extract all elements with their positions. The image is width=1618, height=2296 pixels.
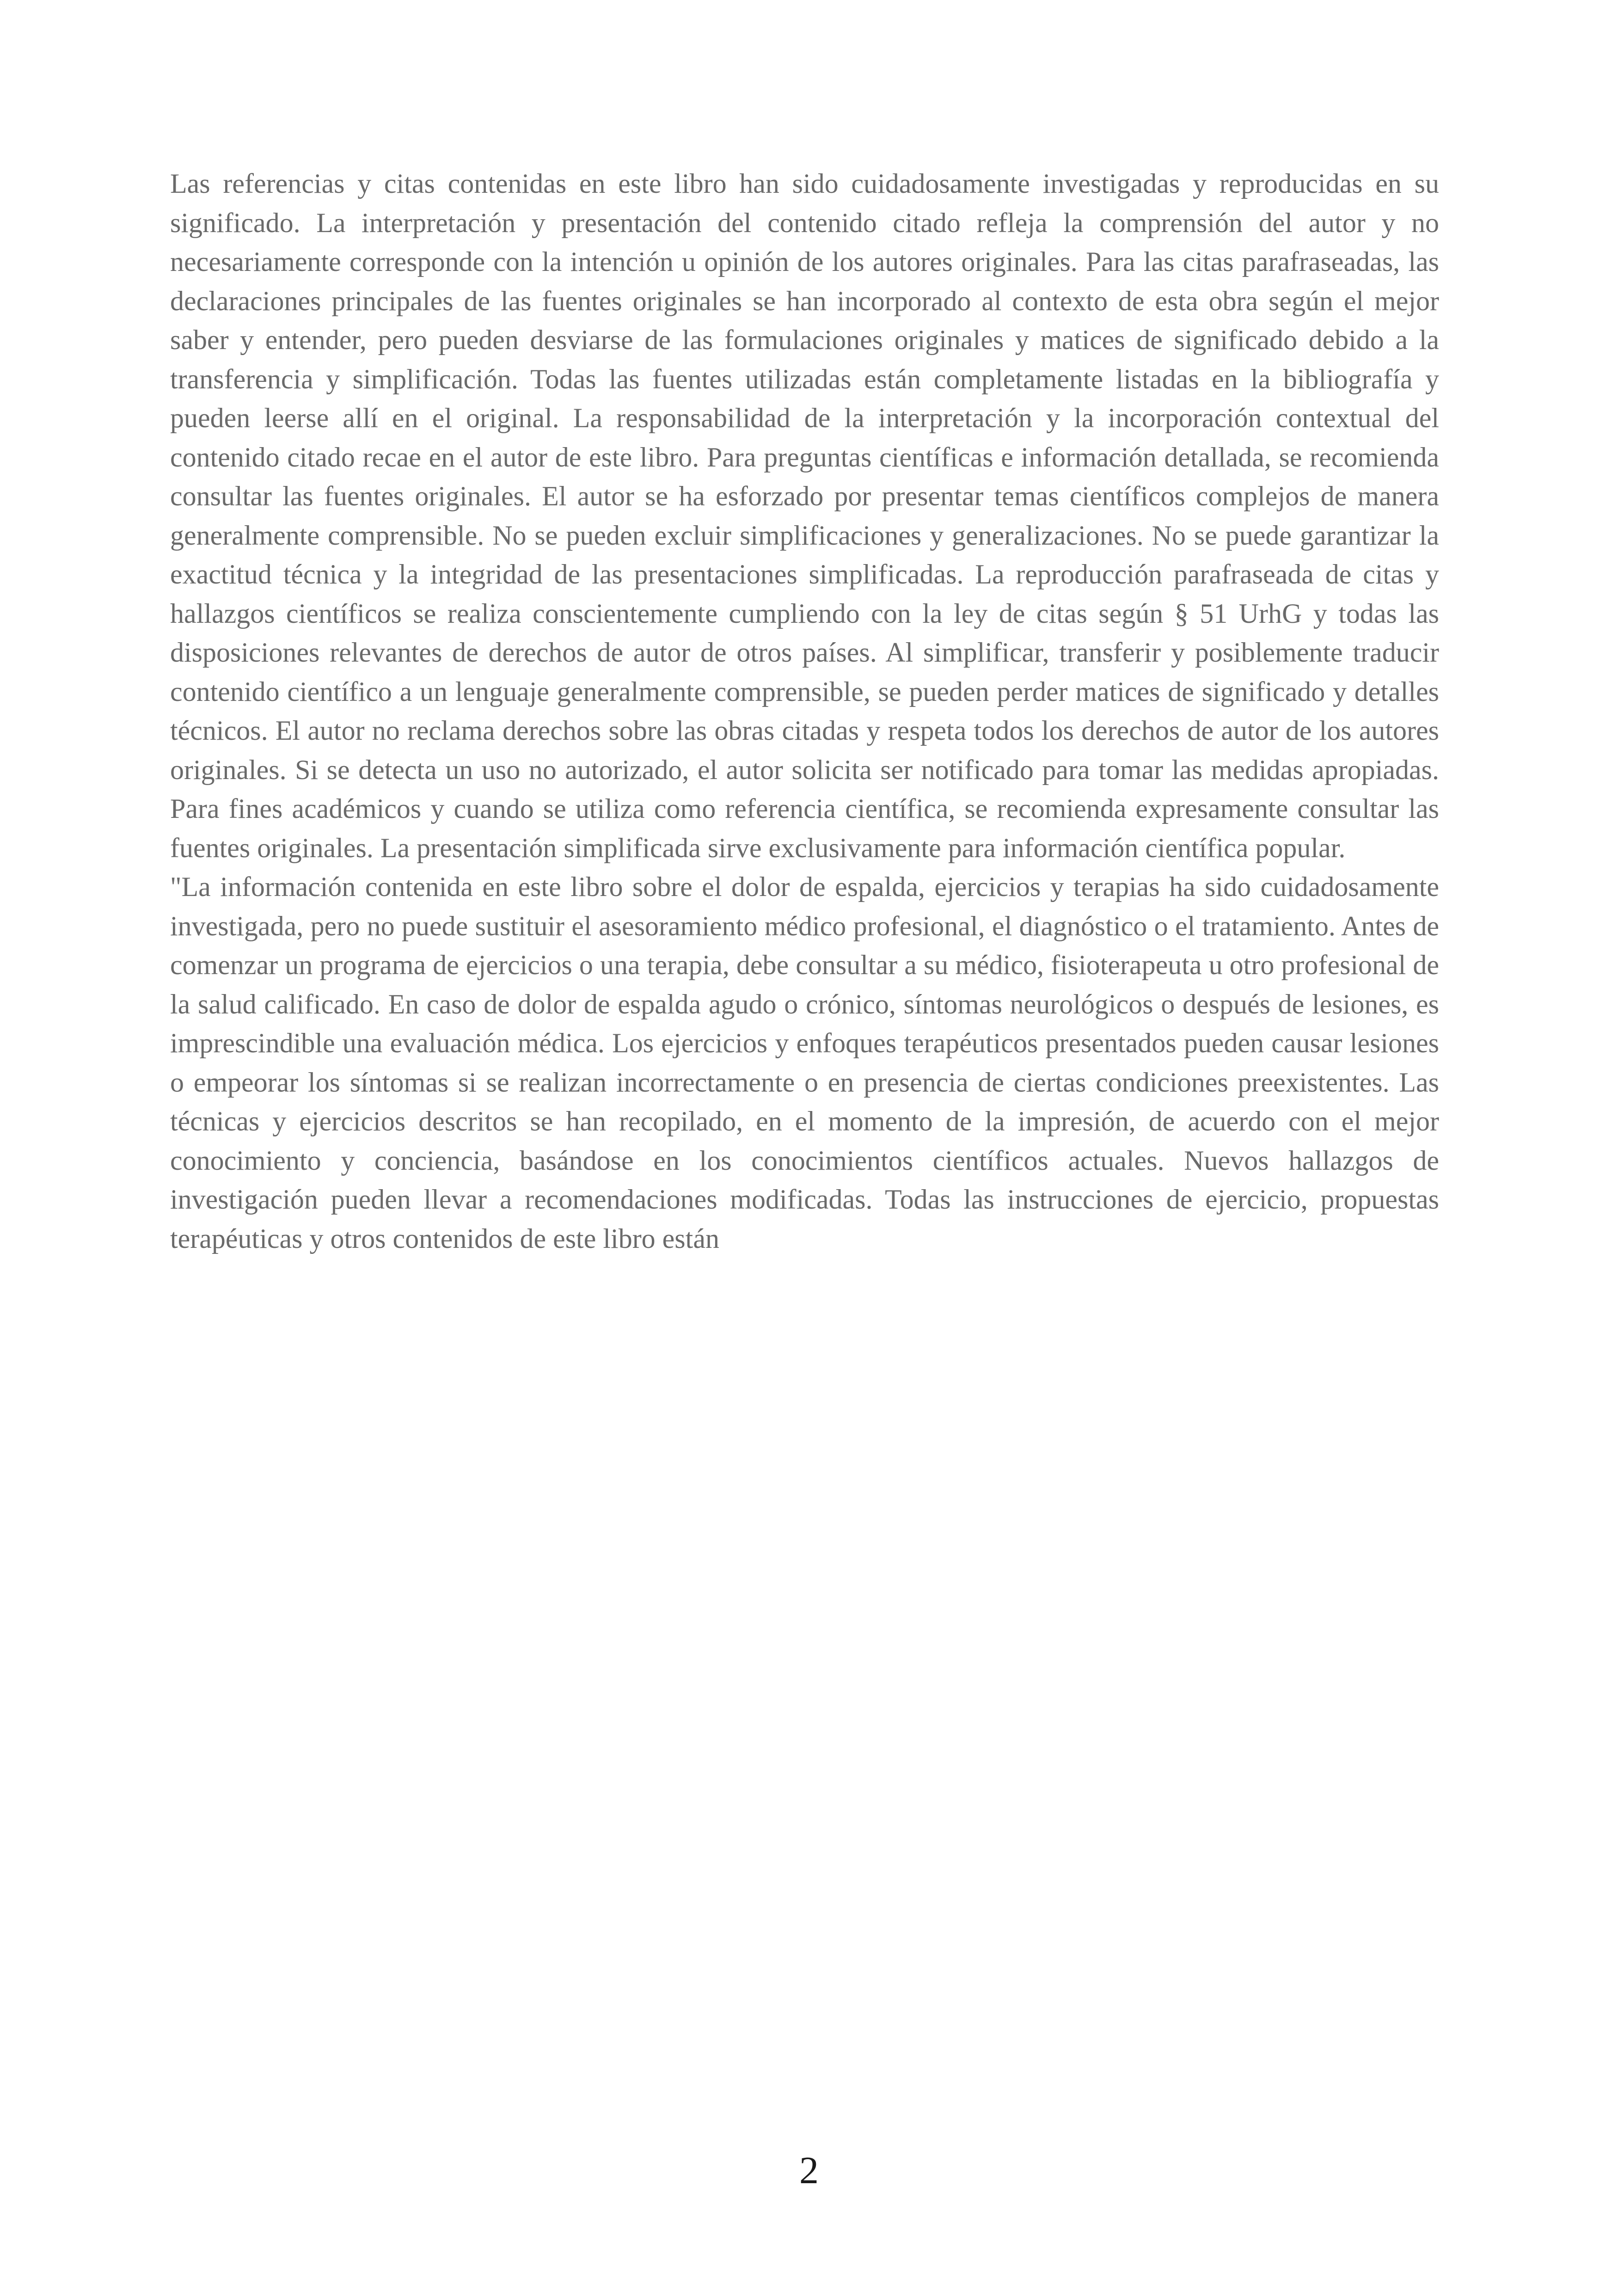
page-number: 2 [799,2149,819,2192]
body-text [170,164,1439,1258]
paragraph-medical-disclaimer: "La información contenida en este libro sobre el dolor de espalda, ejercicios y terapias ha sido cuidadosamente investigada, pero no puede sustituir el asesoramiento médico profesional, el diagnóstico o el tratamiento. Antes de comenzar un programa de ejercicios o una terapia, debe consultar a su médico, fisioterapeuta u otro profesional de la salud calificado. En caso de dolor de espalda agudo o crónico, síntomas neurológicos o después de lesiones, es imprescindible una evaluación médica. Los ejercicios y enfoques terapéuticos presentados pueden causar lesiones o empeorar los síntomas si se realizan incorrectamente o en presencia de ciertas condiciones preexistentes. Las técnicas y ejercicios descritos se han recopilado, en el momento de la impresión, de acuerdo con el mejor conocimiento y conciencia, basándose en los conocimientos científicos actuales. Nuevos hallazgos de investigación pueden llevar a recomendaciones modificadas. Todas las instrucciones de ejercicio, propuestas terapéuticas y otros contenidos de este libro están [170,872,1439,1254]
paragraph-citations-disclaimer: Las referencias y citas contenidas en este libro han sido cuidadosamente investigadas y reproducidas en su significado. La interpretación y presentación del contenido citado refleja la comprensión del autor y no necesariamente corresponde con la intención u opinión de los autores originales. Para las citas parafraseadas, las declaraciones principales de las fuentes originales se han incorporado al contexto de esta obra según el mejor saber y entender, pero pueden desviarse de las formulaciones originales y matices de significado debido a la transferencia y simplificación. Todas las fuentes utilizadas están completamente listadas en la bibliografía y pueden leerse allí en el original. La responsabilidad de la interpretación y la incorporación contextual del contenido citado recae en el autor de este libro. Para preguntas científicas e información detallada, se recomienda consultar las fuentes originales. El autor se ha esforzado por presentar temas científicos complejos de manera generalmente comprensible. No se pueden excluir simplificaciones y generalizaciones. No se puede garantizar la exactitud técnica y la integridad de las presentaciones simplificadas. La reproducción parafraseada de citas y hallazgos científicos se realiza conscientemente cumpliendo con la ley de citas según § 51 UrhG y todas las disposiciones relevantes de derechos de autor de otros países. Al simplificar, transferir y posiblemente traducir contenido científico a un lenguaje generalmente comprensible, se pueden perder matices de significado y detalles técnicos. El autor no reclama derechos sobre las obras citadas y respeta todos los derechos de autor de los autores originales. Si se detecta un uso no autorizado, el autor solicita ser notificado para tomar las medidas apropiadas. Para fines académicos y cuando se utiliza como referencia científica, se recomienda expresamente consultar las fuentes originales. La presentación simplificada sirve exclusivamente para información científica popular. [170,168,1439,863]
